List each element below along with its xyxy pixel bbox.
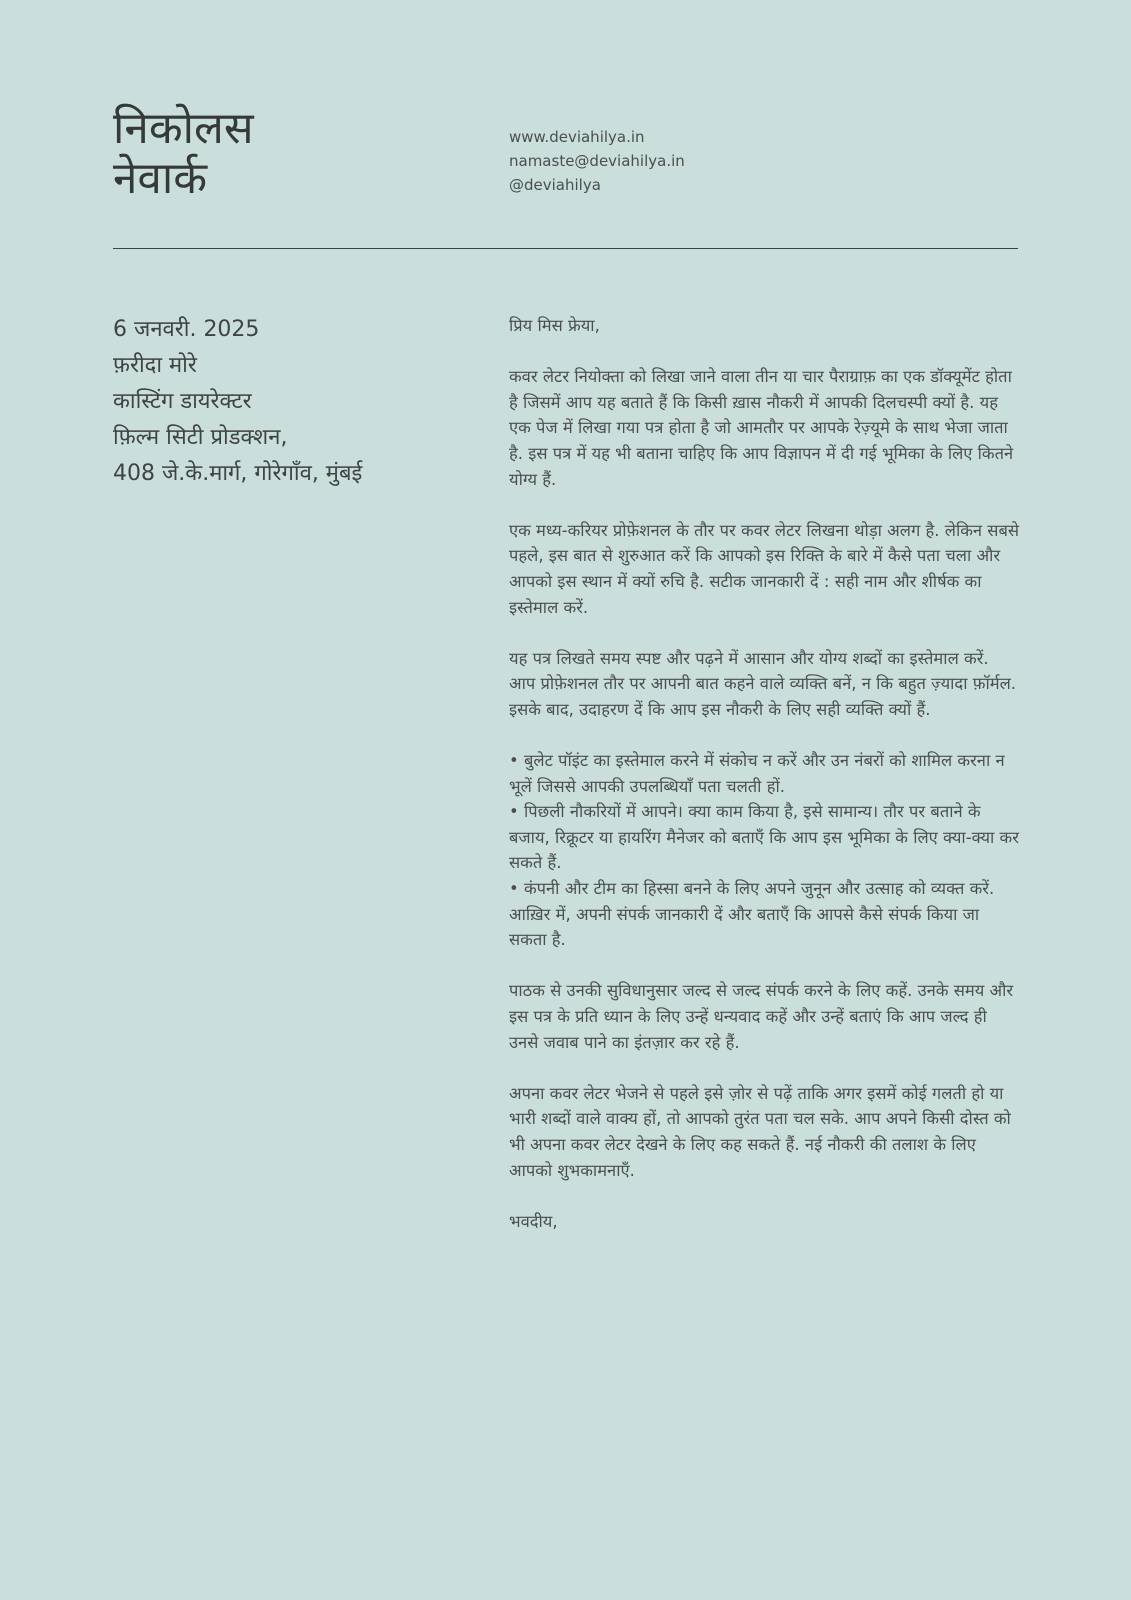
recipient-address: 408 जे.के.मार्ग, गोरेगाँव, मुंबई <box>113 461 363 486</box>
recipient-name: फ़रीदा मोरे <box>113 353 197 378</box>
email-text: namaste@deviahilya.in <box>509 152 685 170</box>
paragraph-5: अपना कवर लेटर भेजने से पहले इसे ज़ोर से पढ़ें ताकि अगर इसमें कोई गलती हो या भारी शब्दों वाले वाक्य हों, तो आपको तुरंत पता चल सके. आप अपने किसी दोस्त को भी अपना कवर लेटर देखने के लिए कह सकते हैं. नई नौकरी की तलाश के लिए आपको शुभकामनाएँ. <box>509 1083 1011 1180</box>
paragraph-3: यह पत्र लिखते समय स्पष्ट और पढ़ने में आसान और योग्य शब्दों का इस्तेमाल करें. आप प्रोफ़ेशनल तौर पर आपनी बात कहने वाले व्यक्ति बनें, न कि बहुत ज़्यादा फ़ॉर्मल. इसके बाद, उदाहरण दें कि आप इस नौकरी के लिए सही व्यक्ति क्यों हैं. <box>509 648 1017 719</box>
contact-info <box>509 125 685 197</box>
sender-name-line1: निकोलस <box>113 103 254 154</box>
paragraph-4: पाठक से उनकी सुविधानुसार जल्द से जल्द संपर्क करने के लिए कहें. उनके समय और इस पत्र के प्रति ध्यान के लिए उन्हें धन्यवाद कहें और उन्हें बताएं कि आप जल्द ही उनसे जवाब पाने का इंतज़ार कर रहे हैं. <box>509 981 1014 1052</box>
header-divider <box>113 248 1018 249</box>
letter-body <box>509 313 1019 1234</box>
bullet-item-3: • कंपनी और टीम का हिस्सा बनने के लिए अपने जुनून और उत्साह को व्यक्त करें. आख़िर में, अपनी संपर्क जानकारी दें और बताएँ कि आपसे कैसे संपर्क किया जा सकता है. <box>509 879 995 950</box>
sender-name <box>113 104 254 204</box>
bullet-item-2: • पिछली नौकरियों में आपने। क्या काम किया है, इसे सामान्य। तौर पर बताने के बजाय, रिक्रूटर या हायरिंग मैनेजर को बताएँ कि आप इस भूमिका के लिए क्या-क्या कर सकते हैं. <box>509 802 1019 873</box>
bullet-item-1: • बुलेट पॉइंट का इस्तेमाल करने में संकोच न करें और उन नंबरों को शामिल करना न भूलें जिससे आपकी उपलब्धियाँ पता चलती हों. <box>509 751 1005 796</box>
social-handle-text: @deviahilya <box>509 176 601 194</box>
recipient-title: कास्टिंग डायरेक्टर <box>113 389 252 414</box>
sender-name-line2: नेवार्क <box>113 153 208 204</box>
bullet-list <box>509 748 1019 953</box>
closing: भवदीय, <box>509 1211 558 1231</box>
website-text: www.deviahilya.in <box>509 128 645 146</box>
salutation: प्रिय मिस फ्रेया, <box>509 316 600 335</box>
paragraph-2: एक मध्य-करियर प्रोफ़ेशनल के तौर पर कवर लेटर लिखना थोड़ा अलग है. लेकिन सबसे पहले, इस बात से शुरुआत करें कि आपको इस रिक्ति के बारे में कैसे पता चला और आपको इस स्थान में क्यों रुचि है. सटीक जानकारी दें : सही नाम और शीर्षक का इस्तेमाल करें. <box>509 520 1020 617</box>
recipient-company: फ़िल्म सिटी प्रोडक्शन, <box>113 425 288 450</box>
recipient-block <box>113 312 362 492</box>
paragraph-1: कवर लेटर नियोक्ता को लिखा जाने वाला तीन या चार पैराग्राफ़ का एक डॉक्यूमेंट होता है जिसमें आप यह बताते हैं कि किसी ख़ास नौकरी में आपकी दिलचस्पी क्यों है. यह एक पेज में लिखा गया पत्र होता है जो आमतौर पर आपके रेज़्यूमे के साथ भेजा जाता है. इस पत्र में यह भी बताना चाहिए कि आप विज्ञापन में दी गई भूमिका के लिए कितने योग्य हैं. <box>509 367 1014 489</box>
letter-date: 6 जनवरी. 2025 <box>113 317 260 342</box>
